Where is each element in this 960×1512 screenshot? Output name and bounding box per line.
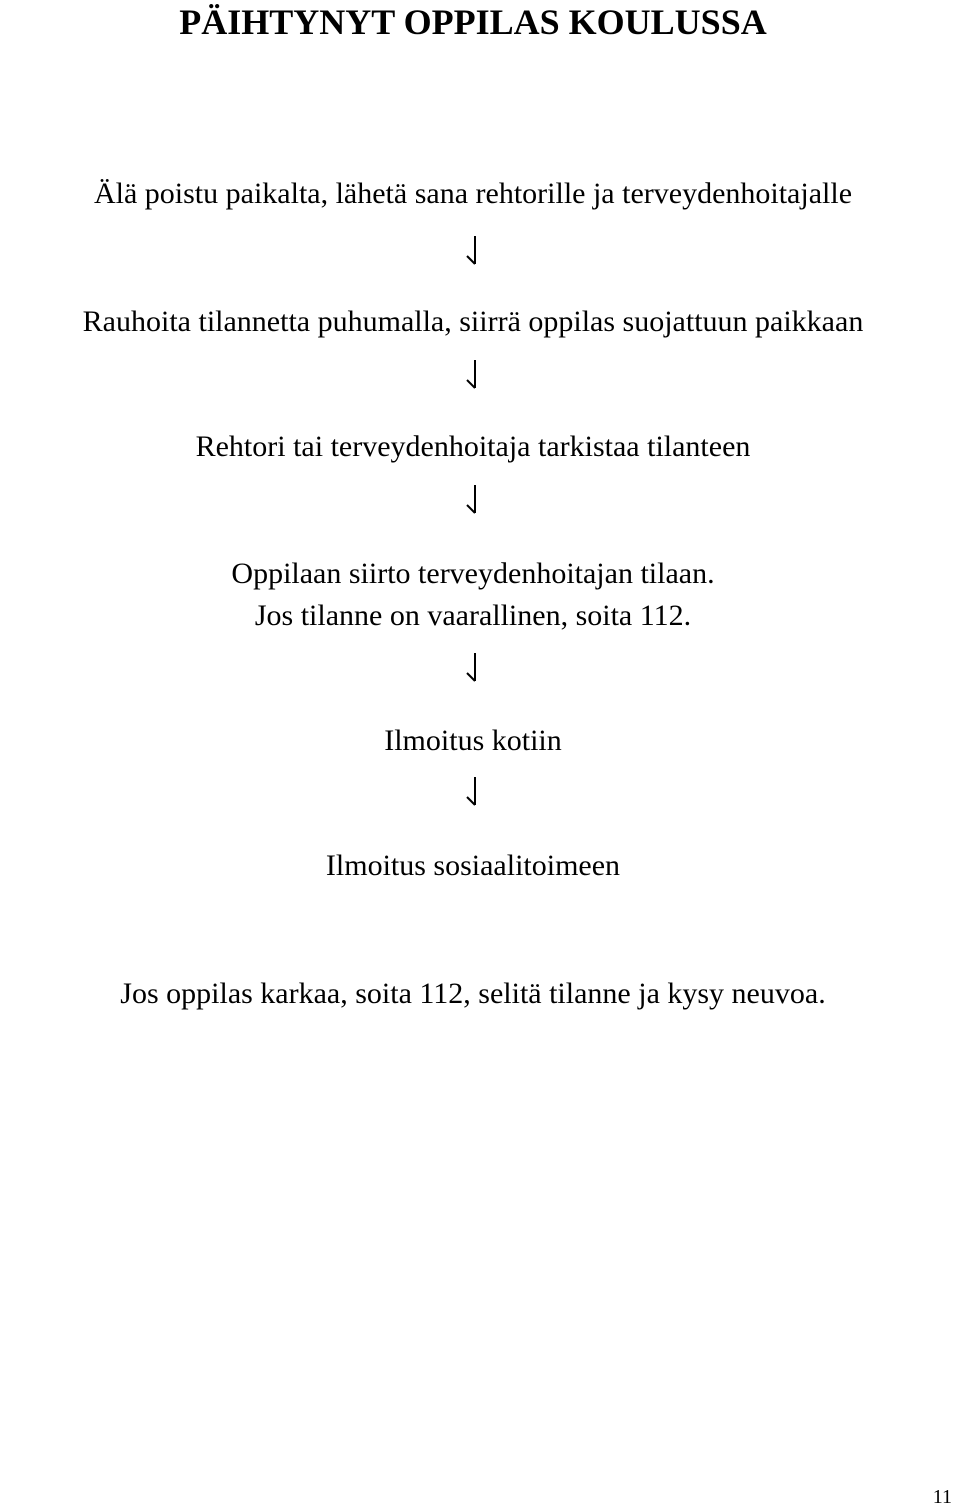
step-5-text: Ilmoitus kotiin	[384, 724, 562, 757]
step-4-text: Oppilaan siirto terveydenhoitajan tilaan.	[231, 557, 715, 590]
step-3-text: Rehtori tai terveydenhoitaja tarkistaa tilanteen	[195, 430, 751, 463]
down-arrow-icon	[461, 358, 489, 392]
down-arrow-icon	[461, 483, 489, 517]
down-arrow-icon	[461, 651, 489, 685]
step-6-text: Ilmoitus sosiaalitoimeen	[325, 849, 621, 882]
down-arrow-icon	[461, 234, 489, 268]
step-1-text: Älä poistu paikalta, lähetä sana rehtorille ja terveydenhoitajalle	[93, 177, 853, 210]
step-2-text: Rauhoita tilannetta puhumalla, siirrä oppilas suojattuun paikkaan	[82, 305, 864, 338]
step-4-warning-text: Jos tilanne on vaarallinen, soita 112.	[254, 599, 692, 632]
page-title: PÄIHTYNYT OPPILAS KOULUSSA	[179, 2, 767, 42]
footer-note: Jos oppilas karkaa, soita 112, selitä tilanne ja kysy neuvoa.	[120, 977, 826, 1010]
down-arrow-icon	[461, 775, 489, 809]
page-number: 11	[932, 1486, 952, 1508]
